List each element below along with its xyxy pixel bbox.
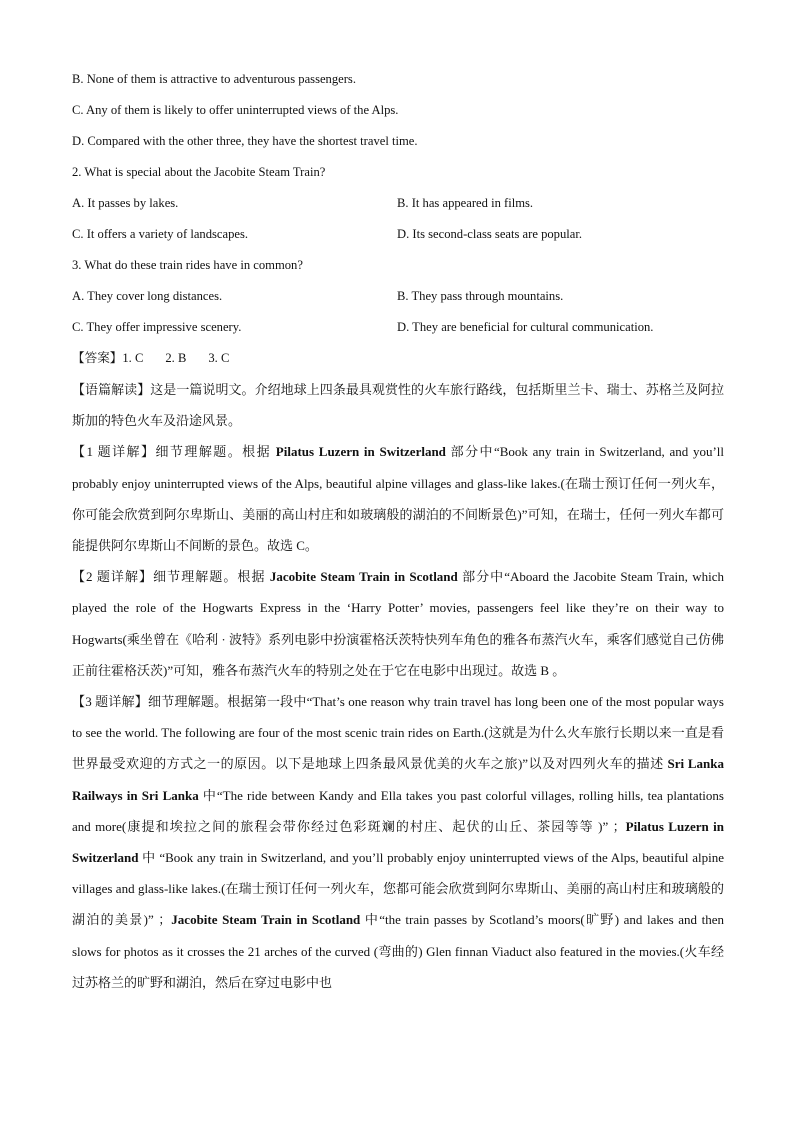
detail-3 <box>72 686 724 998</box>
q3-option-d: D. They are beneficial for cultural communication. <box>397 320 654 334</box>
q2-option-c: C. It offers a variety of landscapes. <box>72 227 249 241</box>
q1-option-d: D. Compared with the other three, they have the shortest travel time. <box>72 134 418 148</box>
summary-text: 这是一篇说明文。介绍地球上四条最具观赏性的火车旅行路线，包括斯里兰卡、瑞士、苏格兰及阿拉斯加的特色火车及沿途风景。 <box>72 382 724 429</box>
document-page <box>72 64 724 998</box>
q3-option-a: A. They cover long distances. <box>72 289 223 303</box>
detail-2-text-a: 细节理解题。根据 <box>153 569 270 585</box>
answer-label: 【答案】 <box>72 351 123 365</box>
detail-3-label: 【3 题详解】 <box>72 694 149 710</box>
detail-2-heading-ref: Jacobite Steam Train in Scotland <box>269 569 458 585</box>
answer-1: 1. C <box>122 351 144 365</box>
detail-3-heading-ref-2: Pilatus Luzern in Switzerland <box>72 818 724 866</box>
detail-3-heading-ref-1: Sri Lanka Railways in Sri Lanka <box>72 756 724 803</box>
q1-option-b: B. None of them is attractive to adventurous passengers. <box>72 72 356 86</box>
detail-3-text-a: 细节理解题。根据第一段中“That’s one reason why train travel has long been one of the most popular ways to see the world. The following are four of the most scenic train rides on Earth.(这就是为什么火车旅行长期以来一直是看世界最受欢迎的方式之一的原因。以下是地球上四条最风景优美的火车之旅)”以及对四列火车的描述 <box>72 694 724 772</box>
q3-option-c: C. They offer impressive scenery. <box>72 320 242 334</box>
detail-3-text-b: 中“The ride between Kandy and Ella takes you past colorful villages, rolling hills, tea plantations and more(康提和埃拉之间的旅程会带你经过色彩斑斓的村庄、起伏的山丘、茶园等等 )” ； <box>72 787 724 834</box>
answer-2: 2. B <box>165 351 187 365</box>
q2-options-row-1 <box>72 188 724 219</box>
detail-3-heading-ref-3: Jacobite Steam Train in Scotland <box>171 912 361 928</box>
summary-label: 【语篇解读】 <box>72 382 151 397</box>
answer-line <box>72 343 724 374</box>
q3-options-row-1 <box>72 281 724 312</box>
detail-2-label: 【2 题详解】 <box>72 569 154 585</box>
q1-option-c: C. Any of them is likely to offer uninterrupted views of the Alps. <box>72 103 399 117</box>
q3-stem: 3. What do these train rides have in common? <box>72 258 303 272</box>
detail-1-heading-ref: Pilatus Luzern in Switzerland <box>275 444 446 460</box>
q2-options-row-2 <box>72 219 724 250</box>
q2-option-b: B. It has appeared in films. <box>397 196 534 210</box>
detail-1 <box>72 436 724 561</box>
detail-1-text-a: 细节理解题。根据 <box>155 444 276 460</box>
detail-2-text-b: 部分中“Aboard the Jacobite Steam Train, which played the role of the Hogwarts Express in the ‘Harry Potter’ movies, passengers feel like they’re on their way to Hogwarts(乘坐曾在《哈利 · 波特》系列电影中扮演霍格沃茨特快列车角色的雅各布蒸汽火车，乘客们感觉自己仿佛正前往霍格沃茨)”可知，雅各布蒸汽火车的特别之处在于它在电影中出现过。故选 B 。 <box>72 569 724 678</box>
detail-1-label: 【1 题详解】 <box>72 444 156 460</box>
q2-option-a: A. It passes by lakes. <box>72 196 179 210</box>
answer-3: 3. C <box>208 351 230 365</box>
q3-options-row-2 <box>72 312 724 343</box>
detail-3-text-d: 中“the train passes by Scotland’s moors(旷野) and lakes and then slows for photos as it crosses the 21 arches of the curved (弯曲的) Glen finnan Viaduct also featured in the movies.(火车经过苏格兰的旷野和湖泊，然后在穿过电影中也 <box>72 912 724 990</box>
detail-2 <box>72 561 724 686</box>
q3-option-b: B. They pass through mountains. <box>397 289 564 303</box>
detail-3-text-c: 中 “Book any train in Switzerland, and you’ll probably enjoy uninterrupted views of the Alps, beautiful alpine villages and glass-like lakes.(在瑞士预订任何一列火车，您都可能会欣赏到阿尔卑斯山、美丽的高山村庄和玻璃般的湖泊的美景)” ； <box>72 850 724 928</box>
passage-summary <box>72 374 724 436</box>
detail-1-text-b: 部分中“Book any train in Switzerland, and you’ll probably enjoy uninterrupted views of the Alps, beautiful alpine villages and glass-like lakes.(在瑞士预订任何一列火车，你可能会欣赏到阿尔卑斯山、美丽的高山村庄和如玻璃般的湖泊的不间断景色)”可知，在瑞士，任何一列火车都可能提供阿尔卑斯山不间断的景色。故选 C。 <box>72 444 724 554</box>
q2-stem: 2. What is special about the Jacobite Steam Train? <box>72 165 326 179</box>
q2-option-d: D. Its second-class seats are popular. <box>397 227 583 241</box>
